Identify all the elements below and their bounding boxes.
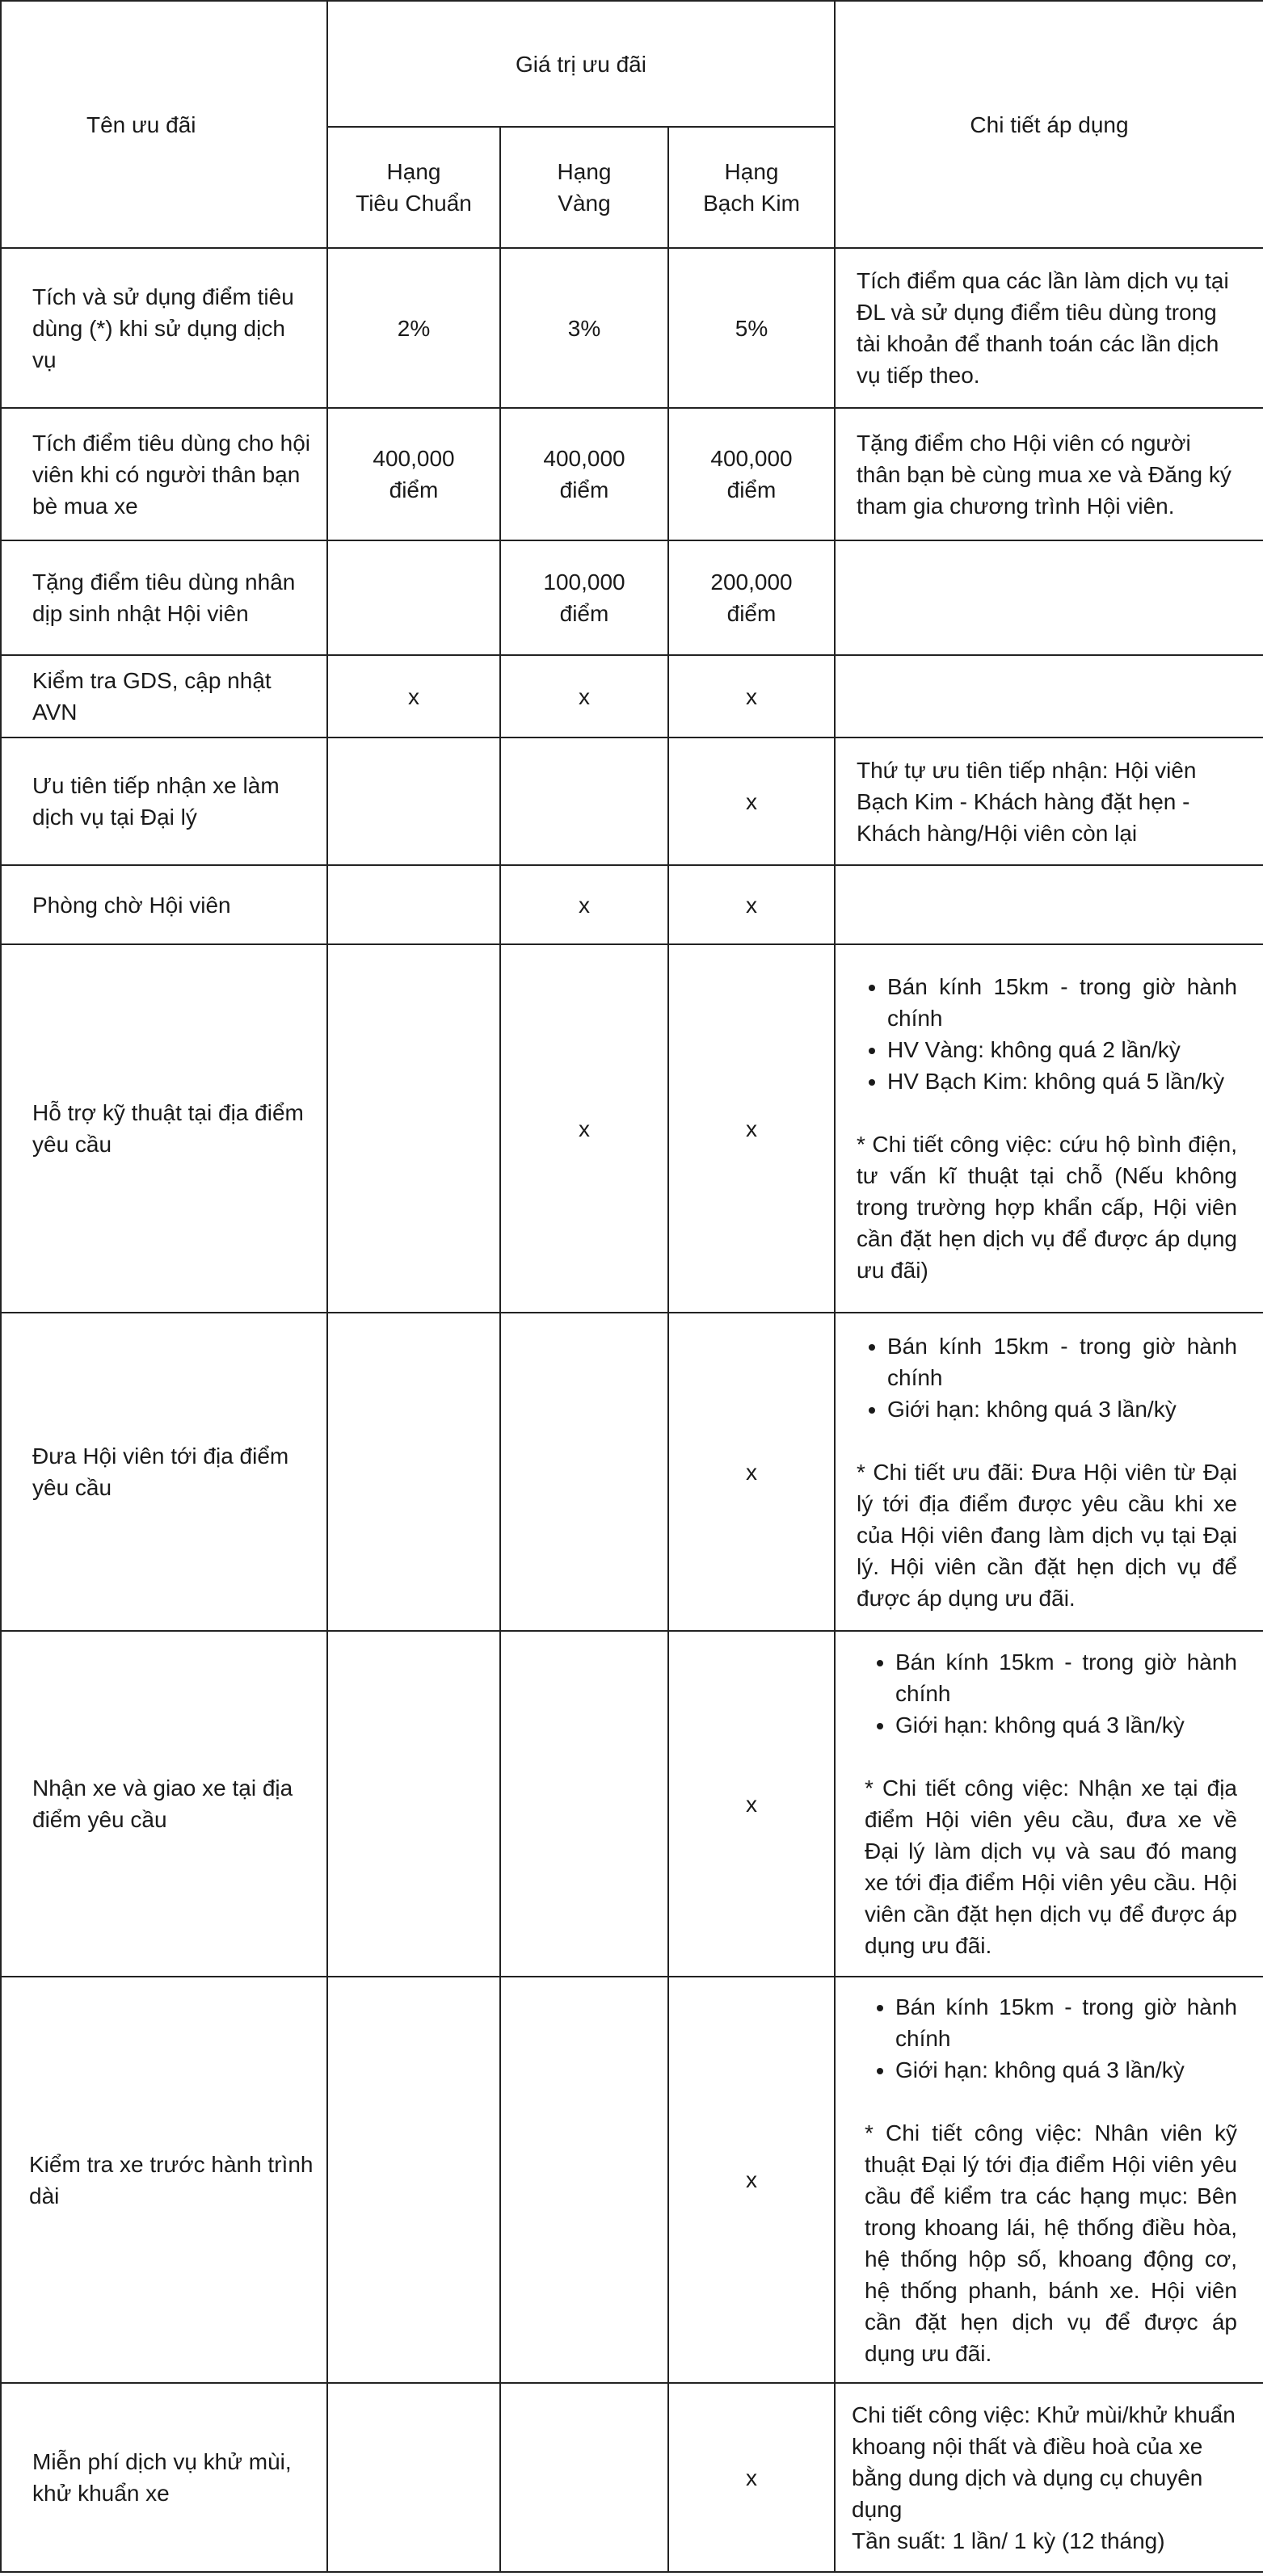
table-row	[1, 865, 1263, 944]
value-gold: 3%	[500, 248, 668, 408]
value-standard	[327, 1977, 500, 2383]
value-standard: 400,000 điểm	[327, 408, 500, 540]
detail-text: Chi tiết công việc: Khử mùi/khử khuẩn khoang nội thất và điều hoà của xe bằng dung dịch và dụng cụ chuyên dụng	[852, 2402, 1236, 2522]
value-standard: 2%	[327, 248, 500, 408]
table-row	[1, 540, 1263, 655]
detail-note: * Chi tiết công việc: Nhân viên kỹ thuật Đại lý tới địa điểm Hội viên yêu cầu để kiểm tra các hạng mục: Bên trong khoang lái, hệ thống điều hòa, hệ thống hộp số, khoang động cơ, hệ thống phanh, bánh xe. Hội viên cần đặt hẹn dịch vụ để được áp dụng ưu đãi.	[865, 2120, 1237, 2366]
value-platinum: x	[668, 944, 835, 1313]
detail-bullet-list	[857, 1330, 1237, 1425]
value-standard	[327, 2383, 500, 2572]
detail-frequency: Tần suất: 1 lần/ 1 kỳ (12 tháng)	[852, 2528, 1165, 2553]
value-standard	[327, 944, 500, 1313]
header-tier-standard: Hạng Tiêu Chuẩn	[327, 127, 500, 248]
list-item: • Giới hạn: không quá 3 lần/kỳ	[887, 1393, 1237, 1425]
benefit-detail	[835, 1977, 1263, 2383]
benefit-detail: Tặng điểm cho Hội viên có người thân bạn bè cùng mua xe và Đăng ký tham gia chương trình Hội viên.	[835, 408, 1263, 540]
value-platinum: x	[668, 865, 835, 944]
list-item: • Giới hạn: không quá 3 lần/kỳ	[895, 2054, 1237, 2086]
header-benefit-name: Tên ưu đãi	[1, 1, 327, 248]
benefit-name: Ưu tiên tiếp nhận xe làm dịch vụ tại Đại lý	[1, 738, 327, 865]
value-platinum: x	[668, 2383, 835, 2572]
list-item: • Giới hạn: không quá 3 lần/kỳ	[895, 1709, 1237, 1741]
list-item: • Bán kính 15km - trong giờ hành chính	[895, 1646, 1237, 1709]
benefit-detail: Tích điểm qua các lần làm dịch vụ tại ĐL và sử dụng điểm tiêu dùng trong tài khoản để thanh toán các lần dịch vụ tiếp theo.	[835, 248, 1263, 408]
value-standard	[327, 1631, 500, 1977]
value-standard	[327, 738, 500, 865]
table-row	[1, 655, 1263, 738]
detail-note: * Chi tiết công việc: Nhận xe tại địa điểm Hội viên yêu cầu, đưa xe về Đại lý làm dịch vụ và sau đó mang xe tới địa điểm Hội viên yêu cầu. Hội viên cần đặt hẹn dịch vụ để được áp dụng ưu đãi.	[865, 1775, 1237, 1958]
value-gold	[500, 1313, 668, 1631]
value-standard	[327, 1313, 500, 1631]
header-benefit-value: Giá trị ưu đãi	[327, 1, 835, 127]
benefit-name: Đưa Hội viên tới địa điểm yêu cầu	[1, 1313, 327, 1631]
value-standard	[327, 540, 500, 655]
value-platinum: 200,000 điểm	[668, 540, 835, 655]
table-row	[1, 944, 1263, 1313]
benefit-detail	[835, 540, 1263, 655]
benefit-detail: Thứ tự ưu tiên tiếp nhận: Hội viên Bạch Kim - Khách hàng đặt hẹn - Khách hàng/Hội viên còn lại	[835, 738, 1263, 865]
list-item: • Bán kính 15km - trong giờ hành chính	[887, 1330, 1237, 1393]
value-gold	[500, 738, 668, 865]
value-platinum: x	[668, 738, 835, 865]
detail-note: * Chi tiết công việc: cứu hộ bình điện, tư vấn kĩ thuật tại chỗ (Nếu không trong trường hợp khẩn cấp, Hội viên cần đặt hẹn dịch vụ để được áp dụng ưu đãi)	[857, 1132, 1237, 1283]
value-gold: 400,000 điểm	[500, 408, 668, 540]
benefit-detail	[835, 865, 1263, 944]
list-item: • Bán kính 15km - trong giờ hành chính	[887, 971, 1237, 1034]
value-gold	[500, 1977, 668, 2383]
header-tier-gold: Hạng Vàng	[500, 127, 668, 248]
benefit-name: Kiểm tra GDS, cập nhật AVN	[1, 655, 327, 738]
benefit-name: Tặng điểm tiêu dùng nhân dịp sinh nhật Hội viên	[1, 540, 327, 655]
value-gold: 100,000 điểm	[500, 540, 668, 655]
benefit-name: Hỗ trợ kỹ thuật tại địa điểm yêu cầu	[1, 944, 327, 1313]
value-standard: x	[327, 655, 500, 738]
table-row	[1, 2383, 1263, 2572]
header-row-top	[1, 1, 1263, 127]
table-row	[1, 408, 1263, 540]
benefit-name: Phòng chờ Hội viên	[1, 865, 327, 944]
detail-note: * Chi tiết ưu đãi: Đưa Hội viên từ Đại lý tới địa điểm được yêu cầu khi xe của Hội viên đang làm dịch vụ tại Đại lý. Hội viên cần đặt hẹn dịch vụ để được áp dụng ưu đãi.	[857, 1459, 1237, 1611]
benefit-name: Tích điểm tiêu dùng cho hội viên khi có người thân bạn bè mua xe	[1, 408, 327, 540]
value-platinum: x	[668, 1977, 835, 2383]
value-platinum: x	[668, 655, 835, 738]
benefit-detail	[835, 1313, 1263, 1631]
benefit-detail	[835, 944, 1263, 1313]
table-row	[1, 738, 1263, 865]
value-platinum: 400,000 điểm	[668, 408, 835, 540]
benefit-detail	[835, 2383, 1263, 2572]
list-item: • HV Vàng: không quá 2 lần/kỳ	[887, 1034, 1237, 1065]
value-platinum: x	[668, 1313, 835, 1631]
value-gold: x	[500, 865, 668, 944]
table-row	[1, 248, 1263, 408]
value-standard	[327, 865, 500, 944]
value-gold	[500, 2383, 668, 2572]
benefit-name: Miễn phí dịch vụ khử mùi, khử khuẩn xe	[1, 2383, 327, 2572]
table-row	[1, 1977, 1263, 2383]
list-item: • Bán kính 15km - trong giờ hành chính	[895, 1991, 1237, 2054]
table-row	[1, 1313, 1263, 1631]
value-gold: x	[500, 655, 668, 738]
detail-bullet-list	[865, 1646, 1237, 1741]
benefit-name: Tích và sử dụng điểm tiêu dùng (*) khi sử dụng dịch vụ	[1, 248, 327, 408]
value-gold	[500, 1631, 668, 1977]
benefit-name: Nhận xe và giao xe tại địa điểm yêu cầu	[1, 1631, 327, 1977]
detail-bullet-list	[865, 1991, 1237, 2086]
value-platinum: x	[668, 1631, 835, 1977]
header-tier-platinum: Hạng Bạch Kim	[668, 127, 835, 248]
table-row	[1, 1631, 1263, 1977]
benefit-detail	[835, 1631, 1263, 1977]
list-item: • HV Bạch Kim: không quá 5 lần/kỳ	[887, 1065, 1237, 1097]
value-gold: x	[500, 944, 668, 1313]
detail-bullet-list	[857, 971, 1237, 1097]
value-platinum: 5%	[668, 248, 835, 408]
header-detail: Chi tiết áp dụng	[835, 1, 1263, 248]
benefit-detail	[835, 655, 1263, 738]
benefit-name: Kiểm tra xe trước hành trình dài	[1, 1977, 327, 2383]
